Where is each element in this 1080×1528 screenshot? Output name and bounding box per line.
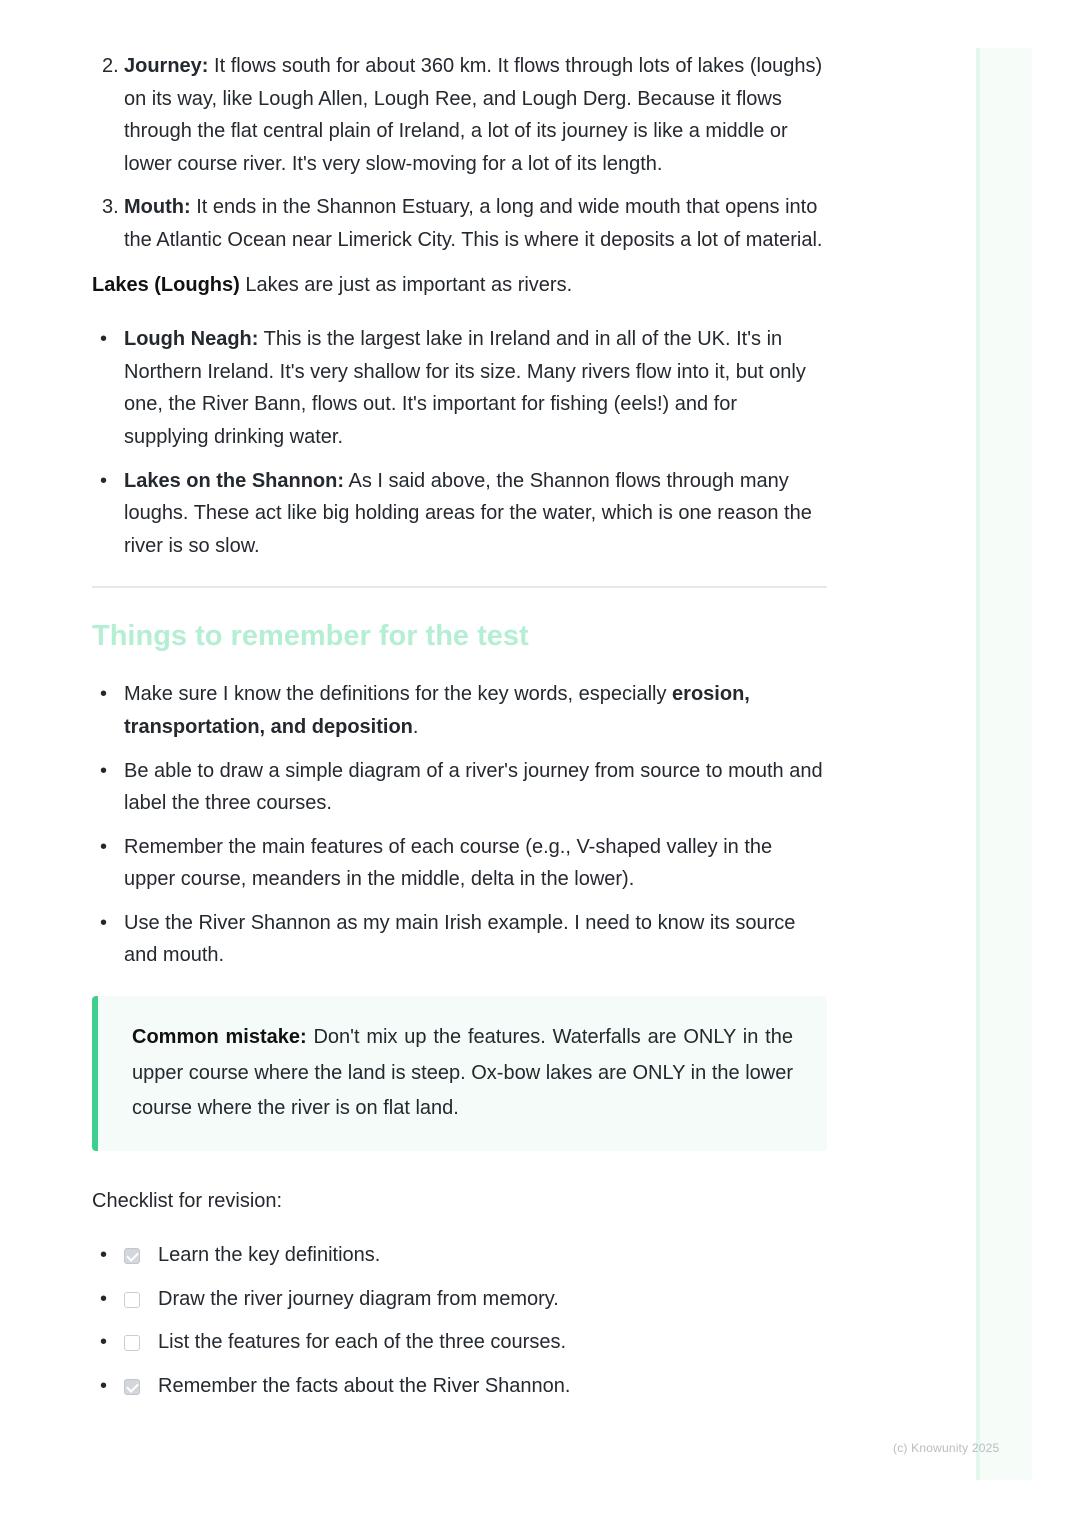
item-label: Lough Neagh: <box>124 328 259 351</box>
list-item-mouth <box>92 191 827 256</box>
bullet: • <box>100 759 108 782</box>
item-text: As I said above, the Shannon flows through many loughs. These act like big holding areas for the water, which is one reason the river is so slow. <box>124 469 812 557</box>
right-sidebar-border <box>976 48 980 1480</box>
list-item <box>92 907 827 972</box>
item-text: This is the largest lake in Ireland and in all of the UK. It's in Northern Ireland. It's very shallow for its size. Many rivers flow into it, but only one, the River Bann, flows out. It's important for fishing (eels!) and for supplying drinking water. <box>124 328 806 448</box>
item-text-end: . <box>412 715 419 738</box>
item-label: Journey: <box>124 55 209 77</box>
bullet: • <box>100 835 108 858</box>
bullet: • <box>100 911 108 934</box>
checkbox-unchecked[interactable] <box>124 1292 140 1308</box>
section-heading: Things to remember for the test <box>92 620 529 653</box>
bullet: • <box>100 328 108 351</box>
item-label: Lakes on the Shannon: <box>124 469 345 492</box>
copyright-footer: (c) Knowunity 2025 <box>893 1441 1000 1455</box>
checklist-item <box>92 1326 827 1359</box>
item-text: Be able to draw a simple diagram of a river's journey from source to mouth and label the three courses. <box>124 759 823 815</box>
checkbox-checked[interactable] <box>124 1248 140 1264</box>
checklist-item <box>92 1370 827 1403</box>
list-item-lough-neagh <box>92 323 827 453</box>
bullet: • <box>100 1331 108 1354</box>
bullet: • <box>100 1374 108 1397</box>
list-item <box>92 755 827 820</box>
list-number: 3. <box>102 196 119 219</box>
lakes-intro-paragraph <box>92 269 827 302</box>
item-text: Remember the main features of each course (e.g., V-shaped valley in the upper course, meanders in the middle, delta in the lower). <box>124 835 773 891</box>
bullet: • <box>100 683 108 706</box>
checkbox-checked[interactable] <box>124 1379 140 1395</box>
checkbox-unchecked[interactable] <box>124 1335 140 1351</box>
item-text: Use the River Shannon as my main Irish example. I need to know its source and mouth. <box>124 911 796 967</box>
callout-body: Don't mix up the features. Waterfalls are ONLY in the upper course where the land is steep. Ox-bow lakes are ONLY in the lower course where the river is on flat land. <box>132 1026 793 1120</box>
callout-label: Common mistake: <box>132 1026 307 1049</box>
revision-checklist <box>92 1239 827 1402</box>
list-item <box>92 831 827 896</box>
checklist-item-text: List the features for each of the three courses. <box>158 1331 567 1354</box>
remember-list <box>92 678 827 972</box>
checklist-title: Checklist for revision: <box>92 1189 283 1212</box>
item-bold-text: erosion, transportation, and deposition <box>124 683 750 738</box>
list-item <box>92 678 827 743</box>
bullet: • <box>100 1244 108 1267</box>
checklist-item-text: Learn the key definitions. <box>158 1244 381 1267</box>
section-divider <box>92 586 827 588</box>
checklist-item-text: Remember the facts about the River Shannon. <box>158 1374 571 1397</box>
checklist-item <box>92 1239 827 1272</box>
right-sidebar-panel <box>976 48 1032 1480</box>
lakes-list <box>92 323 827 562</box>
document-content <box>92 50 827 1414</box>
shannon-course-list <box>92 50 827 257</box>
list-number: 2. <box>102 55 119 77</box>
common-mistake-callout <box>92 996 827 1151</box>
item-label: Mouth: <box>124 196 191 219</box>
item-text: It flows south for about 360 km. It flows through lots of lakes (loughs) on its way, like Lough Allen, Lough Ree, and Lough Derg. Because it flows through the flat central plain of Ireland, a lot of its journey is like a middle or lower course river. It's very slow-moving for a lot of its length. <box>124 55 823 175</box>
list-item-journey <box>92 50 827 180</box>
lakes-intro: Lakes are just as important as rivers. <box>239 273 573 296</box>
checklist-item-text: Draw the river journey diagram from memory. <box>158 1287 559 1310</box>
item-text: Make sure I know the definitions for the key words, especially <box>124 683 673 706</box>
list-item-lakes-on-shannon <box>92 465 827 563</box>
callout-text <box>132 1020 793 1127</box>
bullet: • <box>100 1287 108 1310</box>
item-text: It ends in the Shannon Estuary, a long and wide mouth that opens into the Atlantic Ocean near Limerick City. This is where it deposits a lot of material. <box>124 196 823 251</box>
bullet: • <box>100 469 108 492</box>
checklist-item <box>92 1283 827 1316</box>
lakes-heading: Lakes (Loughs) <box>92 273 240 296</box>
